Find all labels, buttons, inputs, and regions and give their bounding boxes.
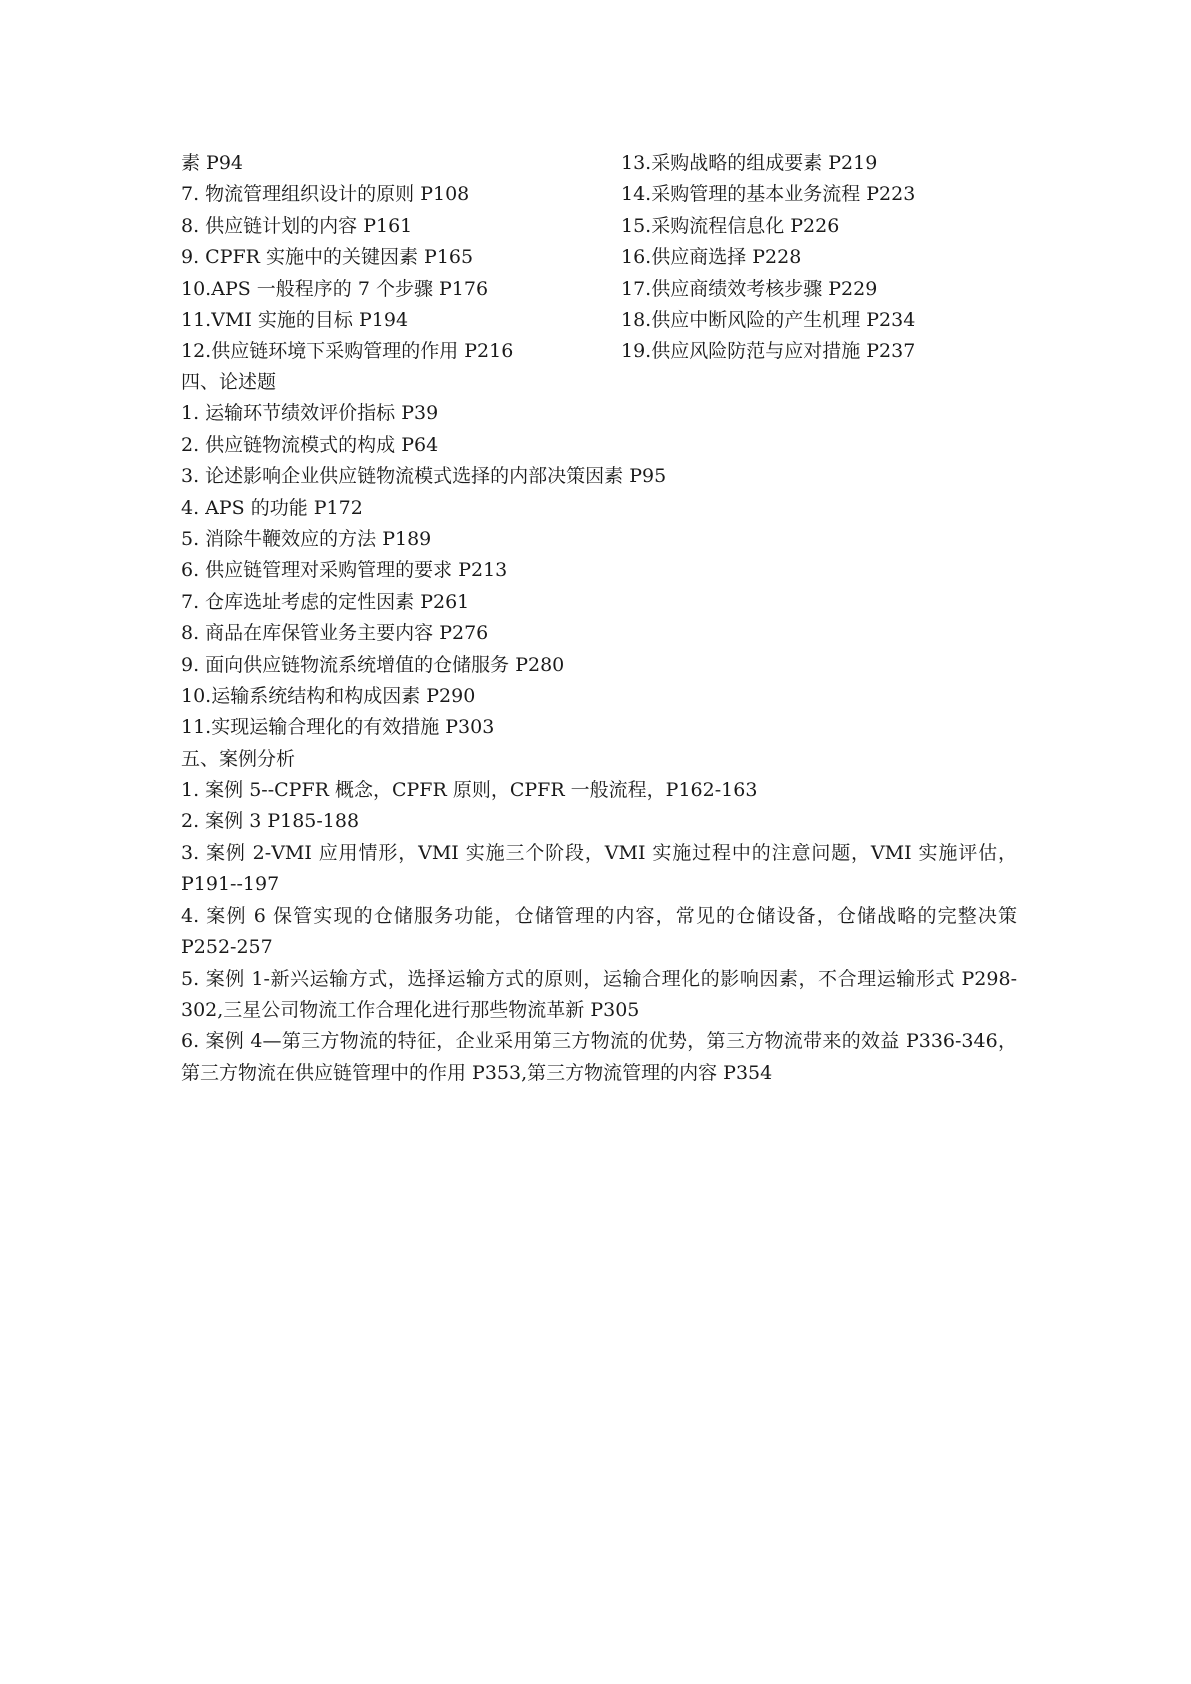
list-item: 18.供应中断风险的产生机理 P234: [621, 308, 916, 331]
list-item: 5. 消除牛鞭效应的方法 P189: [181, 527, 432, 550]
case-item: 4. 案例 6 保管实现的仓储服务功能，仓储管理的内容，常见的仓储设备，仓储战略的完整决策 P252-257: [181, 904, 1017, 959]
list-item: 4. APS 的功能 P172: [181, 496, 363, 519]
list-item: 9. CPFR 实施中的关键因素 P165: [181, 246, 474, 269]
list-item: 1. 运输环节绩效评价指标 P39: [181, 402, 439, 425]
list-item: 14.采购管理的基本业务流程 P223: [621, 183, 916, 206]
right-column: [621, 148, 1041, 368]
case-item: 2. 案例 3 P185-188: [181, 810, 360, 833]
list-item: 8. 供应链计划的内容 P161: [181, 214, 413, 237]
list-item: 10.运输系统结构和构成因素 P290: [181, 684, 476, 707]
list-item: 素 P94: [181, 152, 244, 174]
list-item: 19.供应风险防范与应对措施 P237: [621, 340, 916, 363]
case-item: 1. 案例 5--CPFR 概念，CPFR 原则，CPFR 一般流程，P162-163: [181, 779, 758, 802]
list-item: 9. 面向供应链物流系统增值的仓储服务 P280: [181, 653, 565, 676]
list-item: 3. 论述影响企业供应链物流模式选择的内部决策因素 P95: [181, 465, 667, 488]
case-item: 6. 案例 4—第三方物流的特征，企业采用第三方物流的优势，第三方物流带来的效益 P336-346，第三方物流在供应链管理中的作用 P353,第三方物流管理的内容 P354: [181, 1030, 1017, 1084]
list-item: 6. 供应链管理对采购管理的要求 P213: [181, 559, 508, 582]
list-item: 12.供应链环境下采购管理的作用 P216: [181, 340, 514, 363]
case-item: 3. 案例 2-VMI 应用情形，VMI 实施三个阶段，VMI 实施过程中的注意问题，VMI 实施评估，P191--197: [181, 841, 1017, 896]
left-column: [181, 148, 621, 368]
section-heading-case-analysis: 五、案例分析: [181, 747, 296, 770]
list-item: 11.VMI 实施的目标 P194: [181, 308, 409, 331]
section-heading-essay: 四、论述题: [181, 371, 277, 393]
list-item: 10.APS 一般程序的 7 个步骤 P176: [181, 277, 489, 300]
list-item: 13.采购战略的组成要素 P219: [621, 152, 878, 174]
list-item: 8. 商品在库保管业务主要内容 P276: [181, 622, 489, 645]
list-item: 16.供应商选择 P228: [621, 246, 802, 269]
list-item: 15.采购流程信息化 P226: [621, 214, 840, 237]
case-item: 5. 案例 1-新兴运输方式，选择运输方式的原则，运输合理化的影响因素，不合理运输形式 P298-302,三星公司物流工作合理化进行那些物流革新 P305: [181, 967, 1017, 1021]
list-item: 11.实现运输合理化的有效措施 P303: [181, 716, 495, 739]
list-item: 7. 物流管理组织设计的原则 P108: [181, 183, 470, 206]
document-body: [181, 367, 1017, 1089]
list-item: 7. 仓库选址考虑的定性因素 P261: [181, 590, 470, 613]
list-item: 2. 供应链物流模式的构成 P64: [181, 433, 439, 456]
list-item: 17.供应商绩效考核步骤 P229: [621, 277, 878, 300]
